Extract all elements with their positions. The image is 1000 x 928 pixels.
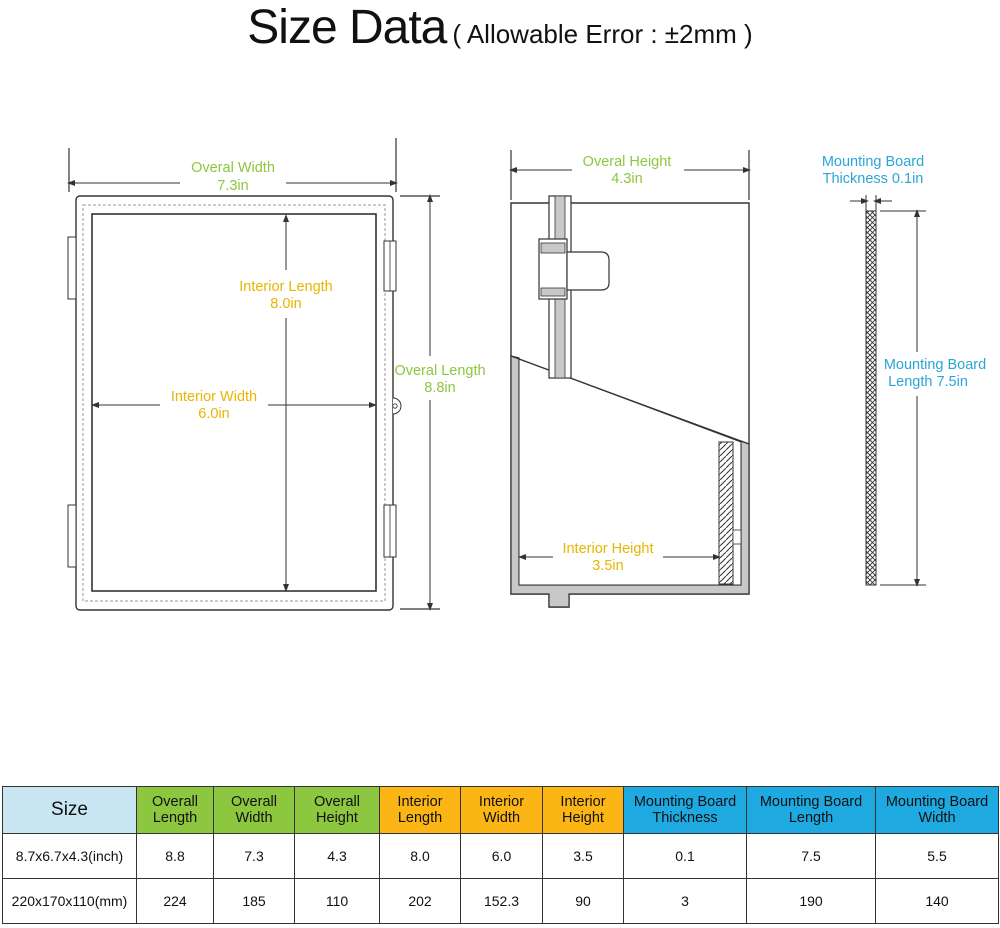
size-header: Size <box>3 787 137 834</box>
header-overall-length: Overall Length <box>137 787 214 834</box>
table-cell: 8.8 <box>137 834 214 879</box>
interior-width-label-line1: Interior Width <box>170 389 258 405</box>
board-length-label-line2: Length 7.5in <box>888 374 968 390</box>
table-cell: 3.5 <box>543 834 624 879</box>
header-board-thickness: Mounting Board Thickness <box>624 787 747 834</box>
title-main: Size Data <box>247 1 447 54</box>
interior-width-label-line2: 6.0in <box>198 406 230 422</box>
table-cell: 0.1 <box>624 834 747 879</box>
row-label: 220x170x110(mm) <box>3 879 137 924</box>
table-cell: 3 <box>624 879 747 924</box>
table-cell: 7.3 <box>214 834 295 879</box>
table-cell: 190 <box>747 879 876 924</box>
table-cell: 202 <box>380 879 461 924</box>
table-row <box>3 879 999 924</box>
board-thickness-label-line2: Thickness 0.1in <box>822 171 924 187</box>
overall-height-label-line2: 4.3in <box>611 171 643 187</box>
row-label: 8.7x6.7x4.3(inch) <box>3 834 137 879</box>
table-cell: 6.0 <box>461 834 543 879</box>
table-cell: 110 <box>295 879 380 924</box>
front-view <box>68 138 486 610</box>
interior-height-label-line1: Interior Height <box>562 541 654 557</box>
table-cell: 152.3 <box>461 879 543 924</box>
header-overall-width: Overall Width <box>214 787 295 834</box>
header-interior-height: Interior Height <box>543 787 624 834</box>
size-table <box>2 786 999 924</box>
board-length-label-line1: Mounting Board <box>883 357 987 373</box>
overall-width-label-line1: Overal Width <box>191 160 275 176</box>
table-cell: 7.5 <box>747 834 876 879</box>
header-board-width: Mounting Board Width <box>876 787 999 834</box>
mounting-board-view <box>822 154 986 585</box>
table-cell: 5.5 <box>876 834 999 879</box>
table-cell: 140 <box>876 879 999 924</box>
board-thickness-label-line1: Mounting Board <box>821 154 925 170</box>
table-cell: 185 <box>214 879 295 924</box>
interior-height-label-line2: 3.5in <box>592 558 624 574</box>
table-row <box>3 834 999 879</box>
title-sub: ( Allowable Error : ±2mm ) <box>452 19 753 49</box>
table-cell: 90 <box>543 879 624 924</box>
header-board-length: Mounting Board Length <box>747 787 876 834</box>
table-cell: 4.3 <box>295 834 380 879</box>
interior-length-label-line2: 8.0in <box>270 296 302 312</box>
header-overall-height: Overall Height <box>295 787 380 834</box>
table-cell: 8.0 <box>380 834 461 879</box>
header-interior-width: Interior Width <box>461 787 543 834</box>
overall-length-label-line1: Overal Length <box>394 363 486 379</box>
header-interior-length: Interior Length <box>380 787 461 834</box>
overall-height-label-line1: Overal Height <box>582 154 672 170</box>
interior-length-label-line1: Interior Length <box>239 279 333 295</box>
overall-width-label-line2: 7.3in <box>217 178 249 194</box>
overall-length-label-line2: 8.8in <box>424 380 456 396</box>
side-view <box>511 150 749 607</box>
table-header-row <box>3 787 999 834</box>
table-cell: 224 <box>137 879 214 924</box>
